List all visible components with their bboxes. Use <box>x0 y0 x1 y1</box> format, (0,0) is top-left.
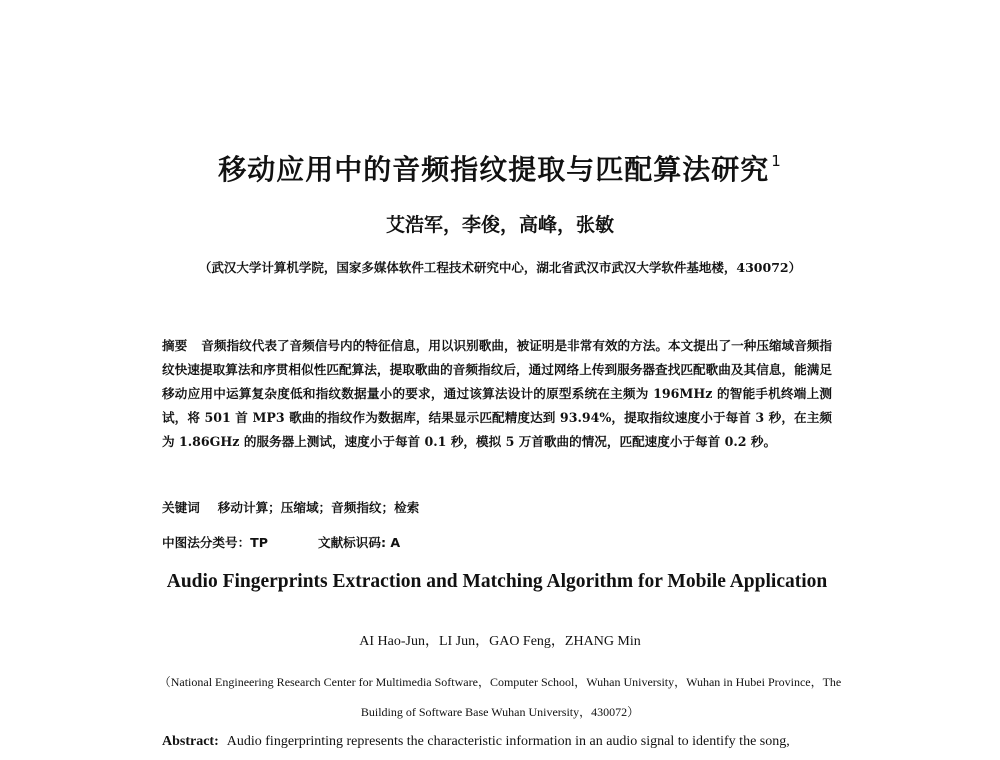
document-code: 文献标识码: A <box>317 535 401 550</box>
footnote-marker: 1 <box>771 152 782 170</box>
english-affiliation: （National Engineering Research Center for Multimedia Software，Computer School，Wuhan University，Wuhan in Hubei Province，The Building of Software Base Wuhan University，430072） <box>158 675 842 719</box>
classification-number: 中图法分类号：TP <box>162 535 268 550</box>
chinese-authors: 艾浩军，李俊，高峰，张敏 <box>385 214 614 236</box>
english-title: Audio Fingerprints Extraction and Matching Algorithm for Mobile Application <box>166 571 828 592</box>
chinese-keywords-text: 移动计算；压缩域；音频指纹；检索 <box>217 500 420 515</box>
chinese-affiliation: （武汉大学计算机学院，国家多媒体软件工程技术研究中心，湖北省武汉市武汉大学软件基地楼，430072） <box>198 260 802 275</box>
chinese-abstract-label: 摘要 <box>162 338 188 353</box>
chinese-keywords-label: 关键词 <box>162 500 200 515</box>
classification-line <box>162 532 832 551</box>
english-abstract <box>162 730 838 754</box>
chinese-title-text: 移动应用中的音频指纹提取与匹配算法研究 <box>218 153 770 186</box>
chinese-abstract <box>162 334 832 454</box>
chinese-abstract-text: 音频指纹代表了音频信号内的特征信息，用以识别歌曲，被证明是非常有效的方法。本文提出了一种压缩域音频指纹快速提取算法和序贯相似性匹配算法，提取歌曲的音频指纹后，通过网络上传到服务器查找匹配歌曲及其信息，能满足移动应用中运算复杂度低和指纹数据量小的要求，通过该算法设计的原型系统在主频为 196MHz 的智能手机终端上测试，将 501 首 MP3 歌曲的指纹作为数据库，结果显示匹配精度达到 93.94%，提取指纹速度小于每首 3 秒，在主频为 1.86GHz 的服务器上测试，速度小于每首 0.1 秒，模拟 5 万首歌曲的情况，匹配速度小于每首 0.2 秒。 <box>162 338 833 449</box>
chinese-keywords <box>162 497 832 516</box>
english-authors: AI Hao-Jun，LI Jun，GAO Feng，ZHANG Min <box>359 634 641 649</box>
english-abstract-text: Audio fingerprinting represents the characteristic information in an audio signal to identify the song, <box>226 734 790 749</box>
chinese-title <box>0 148 1000 188</box>
english-abstract-label: Abstract: <box>162 734 219 749</box>
